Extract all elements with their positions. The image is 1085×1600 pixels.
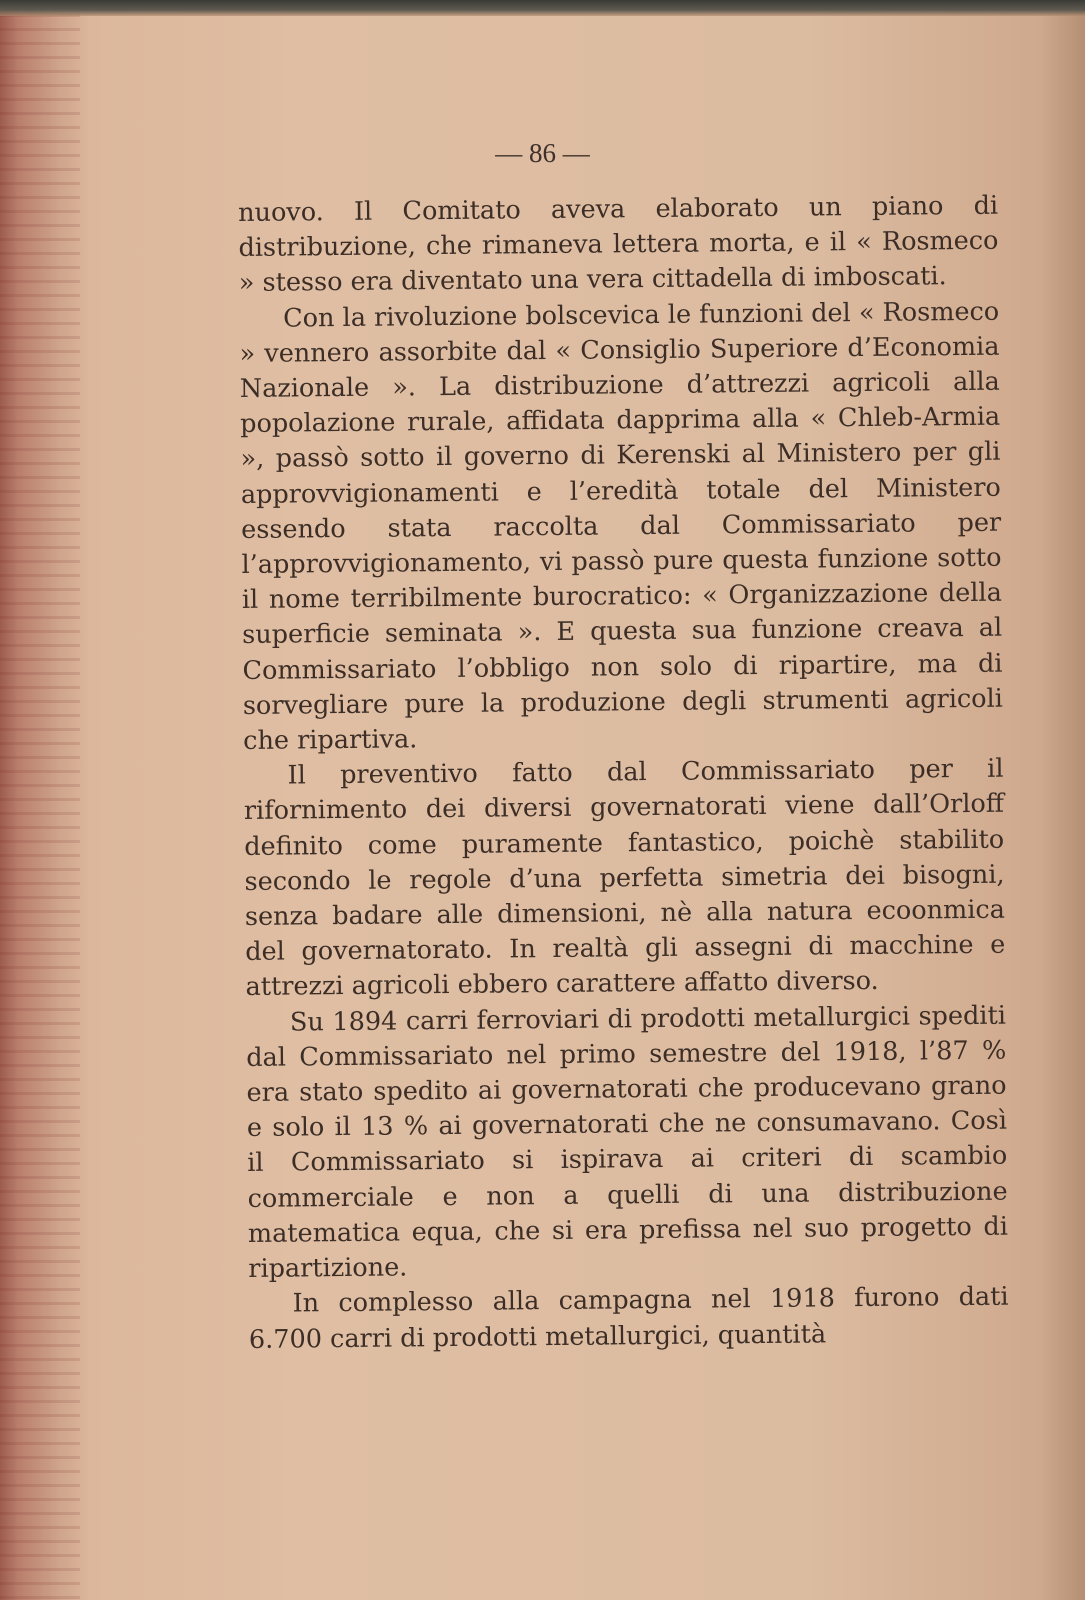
- book-top-edge: [0, 0, 1085, 16]
- page-text: [238, 189, 1009, 1358]
- paragraph-1: nuovo. Il Comitato aveva elaborato un piano di distribuzione, che rimaneva lettera morta, e il « Rosmeco » stesso era diventato una vera cittadella di imboscati.: [238, 190, 999, 299]
- page-number: — 86 —: [495, 138, 590, 168]
- page-edge-stack: [0, 0, 80, 1600]
- paragraph-2: Con la rivoluzione bolscevica le funzioni del « Rosmeco » vennero assorbite dal « Consiglio Superiore d’Economia Nazionale ». La distribuzione d’attrezzi agricoli alla popolazione rurale, affidata dapprima alla « Chleb-Armia », passò sotto il governo di Kerenski al Ministero per gli approvvigionamenti e l’eredità totale del Ministero essendo stata raccolta dal Commissariato per l’approvvigionamento, vi passò pure questa funzione sotto il nome terribilmente burocratico: « Organizzazione della superficie seminata ». E questa sua funzione creava al Commissariato l’obbligo non solo di ripartire, ma di sorvegliare pure la produzione degli strumenti agricoli che ripartiva.: [239, 296, 1004, 757]
- paragraph-5: In complesso alla campagna nel 1918 furono dati 6.700 carri di prodotti metallurgici, quantità: [248, 1281, 1009, 1355]
- paragraph-4: Su 1894 carri ferroviari di prodotti metallurgici spediti dal Commissariato nel primo semestre del 1918, l’87 % era stato spedito ai governatorati che producevano grano e solo il 13 % ai governatorati che ne consumavano. Così il Commissariato si ispirava ai criteri di scambio commerciale e non a quelli di una distribuzione matematica equa, che si era prefissa nel suo progetto di ripartizione.: [246, 1000, 1009, 1285]
- paragraph-3: Il preventivo fatto dal Commissariato per il rifornimento dei diversi governatorati viene dall’Orloff definito come puramente fantastico, poichè stabilito secondo le regole d’una perfetta simetria dei bisogni, senza badare alle dimensioni, nè alla natura ecoonmica del governatorato. In realtà gli assegni di macchine e attrezzi agricoli ebbero carattere affatto diverso.: [243, 753, 1006, 1003]
